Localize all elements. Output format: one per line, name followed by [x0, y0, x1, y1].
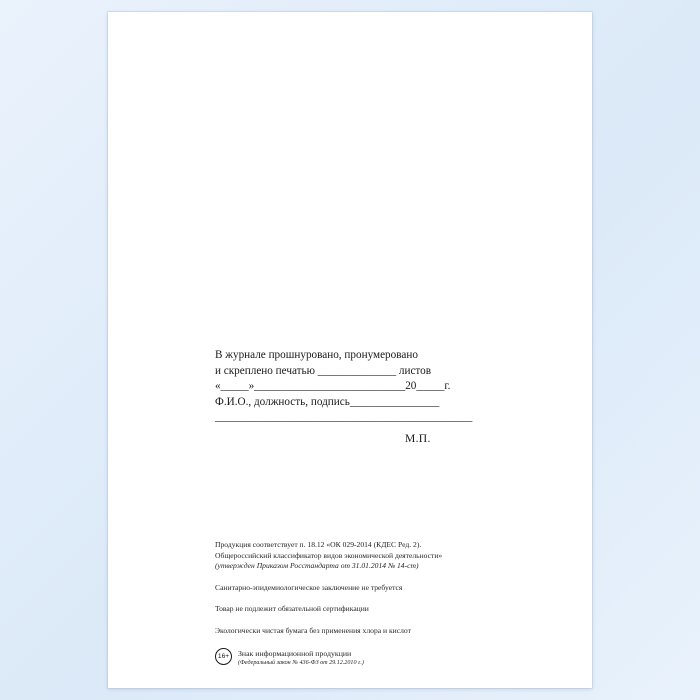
certification-date-line: «_____»___________________________20_____г. [215, 380, 451, 393]
sanitary-note [215, 583, 555, 594]
certification-block [215, 348, 545, 426]
certification-text: Товар не подлежит обязательной сертификации [215, 604, 369, 614]
age-rating-law: (Федеральный закон № 436-ФЗ от 29.12.2010 г.) [238, 659, 364, 666]
product-compliance-line-2: Общероссийский классификатор видов экономической деятельности» [215, 550, 443, 560]
certification-note [215, 604, 555, 615]
product-compliance-group [215, 540, 555, 572]
age-rating-badge-icon: 16+ [215, 648, 232, 665]
stamp-place-mark: М.П. [405, 432, 431, 445]
eco-paper-text: Экологически чистая бумага без применения хлора и кислот [215, 625, 411, 635]
sanitary-text: Санитарно-эпидемиологическое заключение не требуется [215, 582, 403, 592]
eco-paper-note [215, 626, 555, 637]
age-rating-title: Знак информационной продукции [238, 648, 352, 658]
age-rating-text [238, 648, 364, 667]
certification-blank-line: ______________________________________________ [215, 411, 473, 424]
product-compliance-line-1: Продукция соответствует п. 18.12 «ОК 029-2014 (КДЕС Ред. 2). [215, 540, 422, 549]
legal-block [215, 540, 555, 667]
certification-signature-line: Ф.И.О., должность, подпись________________ [215, 395, 440, 408]
product-compliance-line-3: (утвержден Приказом Росстандарта от 31.01.2014 № 14-ст) [215, 561, 419, 571]
certification-line-2: и скреплено печатью ______________ листов [215, 364, 432, 377]
certification-line-1: В журнале прошнуровано, пронумеровано [215, 349, 418, 361]
document-page [108, 12, 592, 688]
age-rating-row [215, 648, 555, 667]
page-content [108, 12, 592, 688]
